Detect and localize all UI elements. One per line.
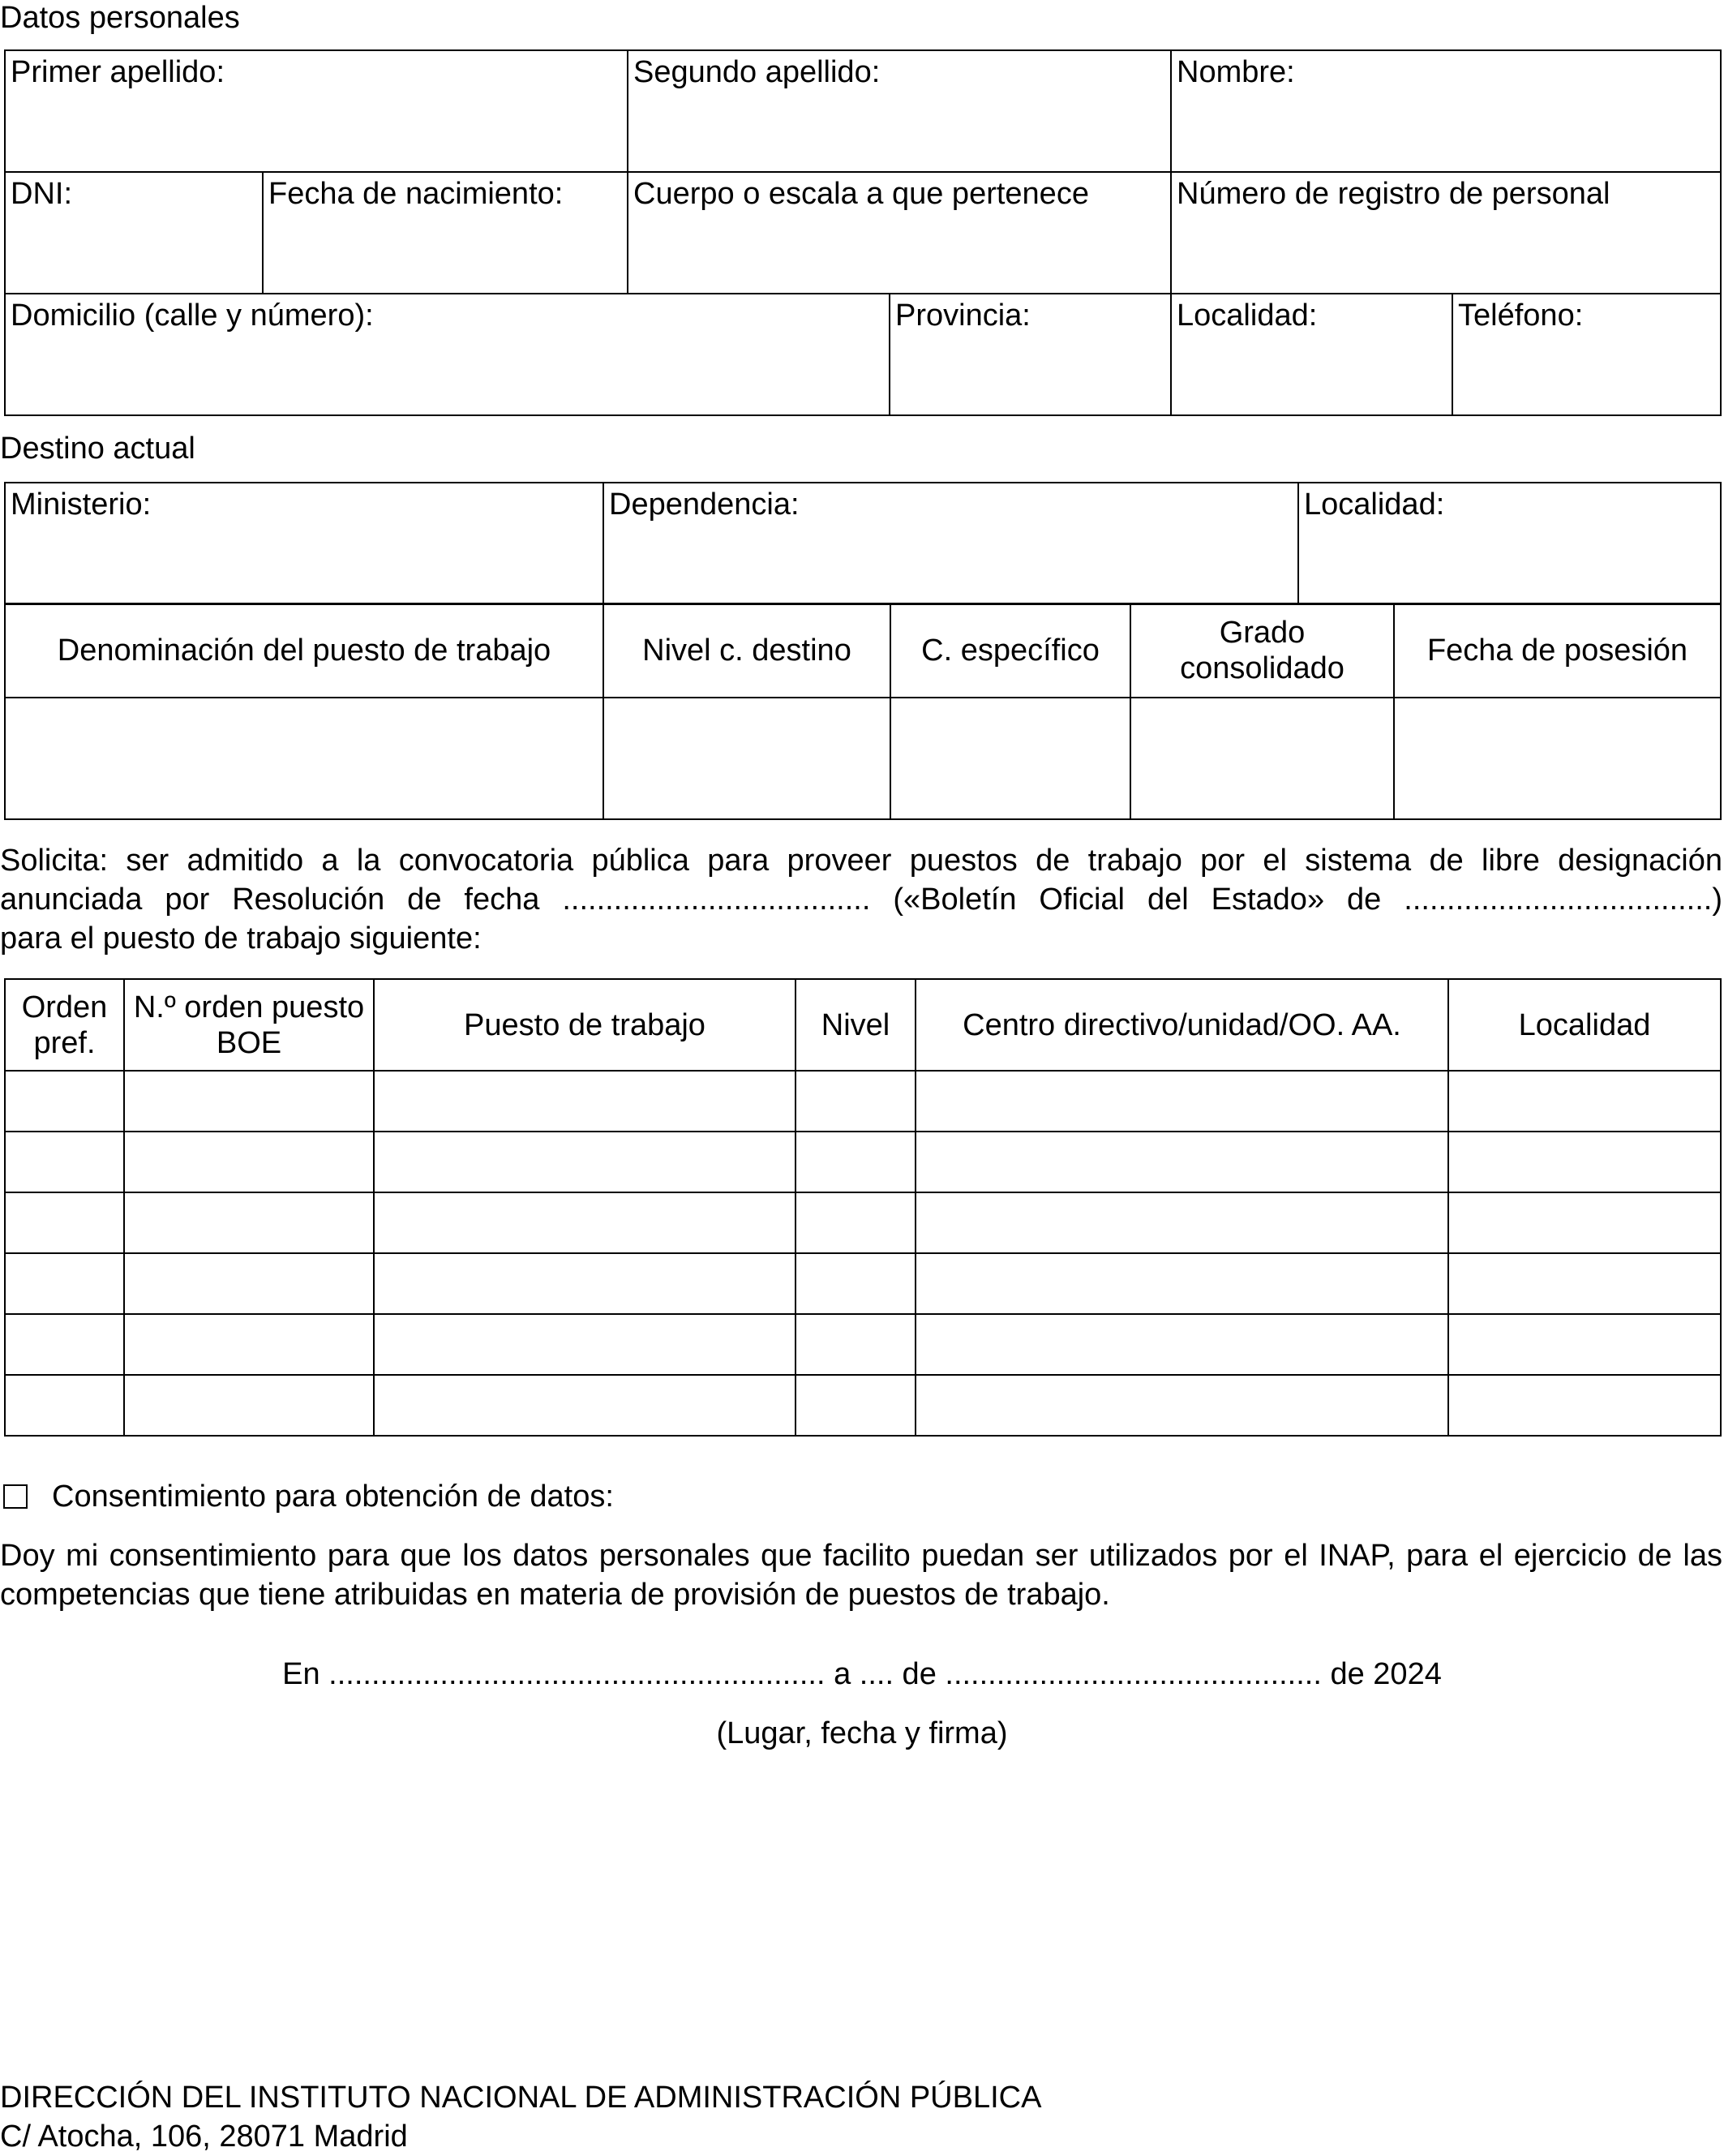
col-header-denominacion: Denominación del puesto de trabajo (5, 603, 603, 698)
nivel-destino-input[interactable] (603, 698, 890, 819)
orden-pref-cell[interactable] (5, 1132, 124, 1192)
col-header-nivel: Nivel (796, 979, 916, 1071)
nivel-cell[interactable] (796, 1375, 916, 1436)
col-header-fecha-posesion: Fecha de posesión (1394, 603, 1721, 698)
centro-cell[interactable] (916, 1314, 1448, 1375)
primer-apellido-field[interactable] (5, 50, 628, 172)
orden-pref-cell[interactable] (5, 1375, 124, 1436)
orden-boe-cell[interactable] (124, 1375, 374, 1436)
fecha-posesion-input[interactable] (1394, 698, 1721, 819)
primer-apellido-label: Primer apellido: (11, 55, 225, 89)
section-title-destino-actual: Destino actual (0, 432, 195, 466)
localidad-cell[interactable] (1448, 1253, 1721, 1314)
nombre-field[interactable] (1171, 50, 1721, 172)
nivel-cell[interactable] (796, 1192, 916, 1253)
localidad-cell[interactable] (1448, 1132, 1721, 1192)
provincia-field[interactable] (890, 294, 1171, 415)
col-header-centro: Centro directivo/unidad/OO. AA. (916, 979, 1448, 1071)
ministerio-label: Ministerio: (11, 487, 152, 522)
orden-boe-cell[interactable] (124, 1071, 374, 1132)
puesto-cell[interactable] (374, 1314, 796, 1375)
centro-cell[interactable] (916, 1071, 1448, 1132)
puesto-cell[interactable] (374, 1375, 796, 1436)
fecha-nacimiento-field[interactable] (263, 172, 628, 294)
table-row (5, 1253, 1721, 1314)
orden-pref-cell[interactable] (5, 1253, 124, 1314)
consentimiento-checkbox[interactable] (3, 1484, 28, 1509)
destino-localidad-field[interactable] (1298, 483, 1721, 604)
puesto-cell[interactable] (374, 1071, 796, 1132)
localidad-cell[interactable] (1448, 1375, 1721, 1436)
datos-personales-table (4, 49, 1722, 416)
dni-field[interactable] (5, 172, 263, 294)
fecha-nacimiento-label: Fecha de nacimiento: (268, 177, 564, 211)
consentimiento-label: Consentimiento para obtención de datos: (52, 1480, 614, 1514)
destino-actual-table (4, 482, 1722, 605)
orden-boe-cell[interactable] (124, 1132, 374, 1192)
col-header-orden-boe: N.º orden puesto BOE (124, 979, 374, 1071)
dni-label: DNI: (11, 177, 72, 211)
firma-caption: (Lugar, fecha y firma) (716, 1716, 1008, 1750)
dependencia-field[interactable] (603, 483, 1298, 604)
col-header-puesto: Puesto de trabajo (374, 979, 796, 1071)
dependencia-label: Dependencia: (609, 487, 800, 522)
cuerpo-escala-field[interactable] (628, 172, 1171, 294)
localidad-label: Localidad: (1177, 298, 1318, 333)
orden-pref-cell[interactable] (5, 1314, 124, 1375)
solicita-line-3: para el puesto de trabajo siguiente: (0, 921, 482, 956)
table-row (5, 1132, 1721, 1192)
orden-boe-cell[interactable] (124, 1314, 374, 1375)
orden-pref-cell[interactable] (5, 1071, 124, 1132)
puesto-cell[interactable] (374, 1192, 796, 1253)
centro-cell[interactable] (916, 1132, 1448, 1192)
table-row (5, 1314, 1721, 1375)
table-row (5, 1375, 1721, 1436)
col-header-especifico: C. específico (890, 603, 1130, 698)
section-title-datos-personales: Datos personales (0, 1, 240, 35)
table-row (5, 1071, 1721, 1132)
domicilio-field[interactable] (5, 294, 890, 415)
puestos-table (4, 978, 1722, 1437)
nivel-cell[interactable] (796, 1253, 916, 1314)
orden-boe-cell[interactable] (124, 1253, 374, 1314)
segundo-apellido-label: Segundo apellido: (633, 55, 881, 89)
orden-boe-cell[interactable] (124, 1192, 374, 1253)
nivel-cell[interactable] (796, 1132, 916, 1192)
solicita-line-2: anunciada por Resolución de fecha .................................... («Boletín Oficial del Estado» de ....................................) (0, 883, 1722, 917)
footer-address: C/ Atocha, 106, 28071 Madrid (0, 2119, 408, 2154)
localidad-field[interactable] (1171, 294, 1452, 415)
col-header-grado: Grado consolidado (1130, 603, 1394, 698)
nivel-cell[interactable] (796, 1314, 916, 1375)
col-header-orden-pref: Orden pref. (5, 979, 124, 1071)
destino-puesto-table (4, 603, 1722, 820)
localidad-cell[interactable] (1448, 1071, 1721, 1132)
numero-registro-label: Número de registro de personal (1177, 177, 1610, 211)
orden-pref-cell[interactable] (5, 1192, 124, 1253)
numero-registro-field[interactable] (1171, 172, 1721, 294)
especifico-input[interactable] (890, 698, 1130, 819)
consentimiento-text: Doy mi consentimiento para que los datos personales que facilito puedan ser utilizados por el INAP, para el ejercicio de las competencias que tiene atribuidas en materia de provisión de puestos de trabajo. (0, 1539, 1722, 1612)
destino-localidad-label: Localidad: (1304, 487, 1445, 522)
ministerio-field[interactable] (5, 483, 603, 604)
nombre-label: Nombre: (1177, 55, 1295, 89)
puesto-cell[interactable] (374, 1253, 796, 1314)
denominacion-input[interactable] (5, 698, 603, 819)
col-header-nivel-destino: Nivel c. destino (603, 603, 890, 698)
grado-input[interactable] (1130, 698, 1394, 819)
lugar-fecha-line: En .......................................................... a .... de ............................................ de 2024 (282, 1657, 1442, 1691)
cuerpo-escala-label: Cuerpo o escala a que pertenece (633, 177, 1089, 211)
segundo-apellido-field[interactable] (628, 50, 1171, 172)
provincia-label: Provincia: (895, 298, 1031, 333)
localidad-cell[interactable] (1448, 1314, 1721, 1375)
col-header-localidad: Localidad (1448, 979, 1721, 1071)
centro-cell[interactable] (916, 1192, 1448, 1253)
telefono-field[interactable] (1452, 294, 1721, 415)
nivel-cell[interactable] (796, 1071, 916, 1132)
table-row (5, 1192, 1721, 1253)
footer-addressee: DIRECCIÓN DEL INSTITUTO NACIONAL DE ADMINISTRACIÓN PÚBLICA (0, 2081, 1042, 2115)
puesto-cell[interactable] (374, 1132, 796, 1192)
telefono-label: Teléfono: (1458, 298, 1584, 333)
domicilio-label: Domicilio (calle y número): (11, 298, 374, 333)
centro-cell[interactable] (916, 1253, 1448, 1314)
centro-cell[interactable] (916, 1375, 1448, 1436)
solicita-line-1: Solicita: ser admitido a la convocatoria pública para proveer puestos de trabajo por el sistema de libre designación (0, 844, 1722, 878)
localidad-cell[interactable] (1448, 1192, 1721, 1253)
